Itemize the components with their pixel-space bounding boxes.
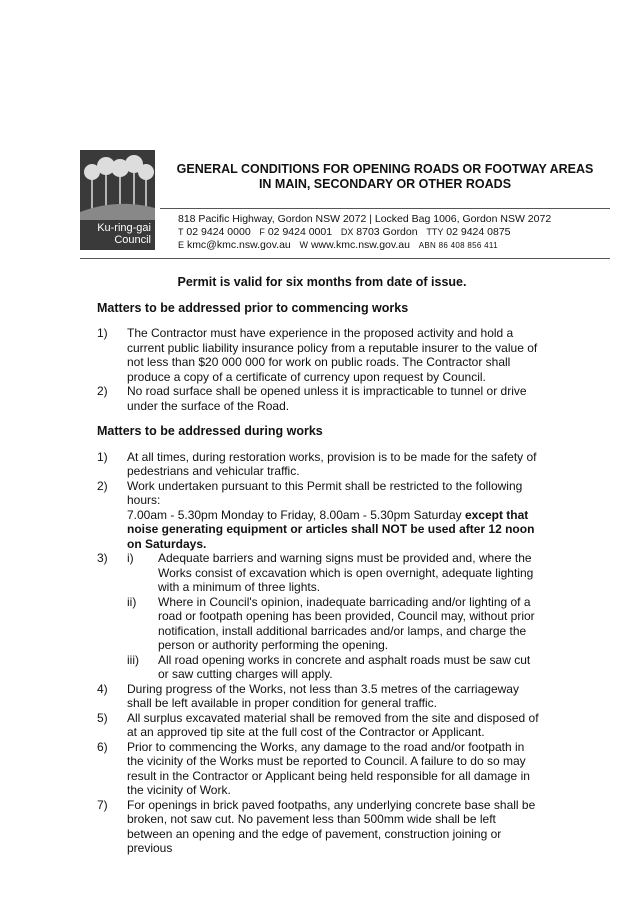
sub-item-number: ii) bbox=[127, 594, 137, 609]
web-label: W bbox=[299, 240, 309, 250]
item-text: Prior to commencing the Works, any damage to the road and/or footpath in the vicinity of the Works must be reported to Council. A failure to do so may result in the Contractor or Applicant being held responsible for all damage in the vicinity of Work. bbox=[127, 739, 530, 797]
noise-restriction: except that noise generating equipment or articles shall NOT be used after 12 noon on Saturdays. bbox=[127, 507, 535, 551]
logo-text-line: Council bbox=[114, 234, 151, 246]
item-number: 1) bbox=[97, 326, 108, 340]
dx-label: DX bbox=[340, 227, 354, 237]
sub-item bbox=[127, 653, 543, 682]
header-divider bbox=[160, 208, 610, 209]
item-text: At all times, during restoration works, provision is to be made for the safety of pedestrians and vehicular traffic. bbox=[127, 449, 537, 478]
item-number: 4) bbox=[97, 681, 108, 696]
item-number: 7) bbox=[97, 797, 108, 812]
list-item bbox=[97, 450, 547, 479]
document-title bbox=[160, 162, 610, 192]
item-text: The Contractor must have experience in the proposed activity and hold a current public liability insurance policy from a reputable insurer to the value of not less than $20 000 000 for work on public roads. The Contractor shall produce a copy of a certificate of currency upon request by Council. bbox=[127, 326, 538, 384]
item-text: For openings in brick paved footpaths, any underlying concrete base shall be broken, not saw cut. No pavement less than 500mm wide shall be left between an opening and the edge of pavement, construction joining or previous bbox=[127, 797, 536, 855]
item-text: During progress of the Works, not less than 3.5 metres of the carriageway shall be left available in proper condition for general traffic. bbox=[127, 681, 519, 710]
sub-item-number: iii) bbox=[127, 652, 139, 667]
sub-item bbox=[127, 551, 543, 595]
title-line: IN MAIN, SECONDARY OR OTHER ROADS bbox=[258, 177, 512, 191]
phone: 02 9424 0000 bbox=[186, 226, 251, 238]
section-heading: Matters to be addressed during works bbox=[97, 424, 323, 438]
list-item bbox=[97, 740, 547, 798]
list-item bbox=[97, 326, 547, 384]
email-label: E bbox=[178, 240, 185, 250]
council-logo bbox=[80, 150, 155, 250]
permit-validity-note: Permit is valid for six months from date of issue. bbox=[177, 275, 467, 289]
sub-item-text: Adequate barriers and warning signs must be provided and, where the Works consist of excavation which is open overnight, adequate lighting with a minimum of three lights. bbox=[158, 551, 534, 594]
item-number: 3) bbox=[97, 551, 108, 565]
list-item bbox=[97, 798, 547, 856]
item-text: Work undertaken pursuant to this Permit shall be restricted to the following hours: bbox=[127, 478, 523, 507]
list-item bbox=[97, 551, 547, 682]
list-item bbox=[97, 479, 547, 552]
logo-text-line: Ku-ring-gai bbox=[97, 222, 151, 234]
document-body bbox=[97, 275, 547, 867]
trees-logo-icon bbox=[80, 150, 155, 220]
sub-item-number: i) bbox=[127, 551, 134, 565]
title-line: GENERAL CONDITIONS FOR OPENING ROADS OR FOOTWAY AREAS bbox=[176, 162, 594, 176]
sub-item-text: All road opening works in concrete and asphalt roads must be saw cut or saw cutting charges will apply. bbox=[158, 652, 531, 681]
list-item bbox=[97, 711, 547, 740]
item-number: 1) bbox=[97, 449, 108, 464]
email-link[interactable]: kmc@kmc.nsw.gov.au bbox=[186, 239, 291, 251]
website-link[interactable]: www.kmc.nsw.gov.au bbox=[310, 239, 410, 251]
prior-works-list bbox=[97, 326, 547, 413]
phone-label: T bbox=[178, 227, 184, 237]
abn: ABN 86 408 856 411 bbox=[418, 241, 498, 250]
fax-label: F bbox=[259, 227, 265, 237]
item-text: All surplus excavated material shall be removed from the site and disposed of at an approved tip site at the full cost of the Contractor or Applicant. bbox=[127, 710, 539, 739]
address: 818 Pacific Highway, Gordon NSW 2072 | Locked Bag 1006, Gordon NSW 2072 bbox=[178, 213, 552, 225]
section-heading: Matters to be addressed prior to commencing works bbox=[97, 300, 409, 315]
sub-item-text: Where in Council's opinion, inadequate barricading and/or lighting of a road or footpath opening has been provided, Council may, without prior notification, install additional barricades and/or lamps, and charge the person or authority performing the opening. bbox=[158, 594, 535, 652]
work-hours: 7.00am - 5.30pm Monday to Friday, 8.00am - 5.30pm Saturday bbox=[127, 507, 465, 522]
dx: 8703 Gordon bbox=[356, 226, 418, 238]
tty: 02 9424 0875 bbox=[446, 226, 511, 238]
list-item bbox=[97, 682, 547, 711]
item-number: 2) bbox=[97, 478, 108, 493]
list-item bbox=[97, 384, 547, 413]
sub-item bbox=[127, 595, 543, 653]
item-number: 5) bbox=[97, 710, 108, 725]
item-number: 6) bbox=[97, 739, 108, 754]
item-text: No road surface shall be opened unless it is impracticable to tunnel or drive under the surface of the Road. bbox=[127, 384, 527, 413]
tty-label: TTY bbox=[426, 227, 444, 237]
header-bottom-divider bbox=[80, 258, 610, 259]
fax: 02 9424 0001 bbox=[267, 226, 333, 238]
during-works-list bbox=[97, 450, 547, 856]
contact-block bbox=[178, 213, 551, 252]
item-number: 2) bbox=[97, 384, 108, 398]
